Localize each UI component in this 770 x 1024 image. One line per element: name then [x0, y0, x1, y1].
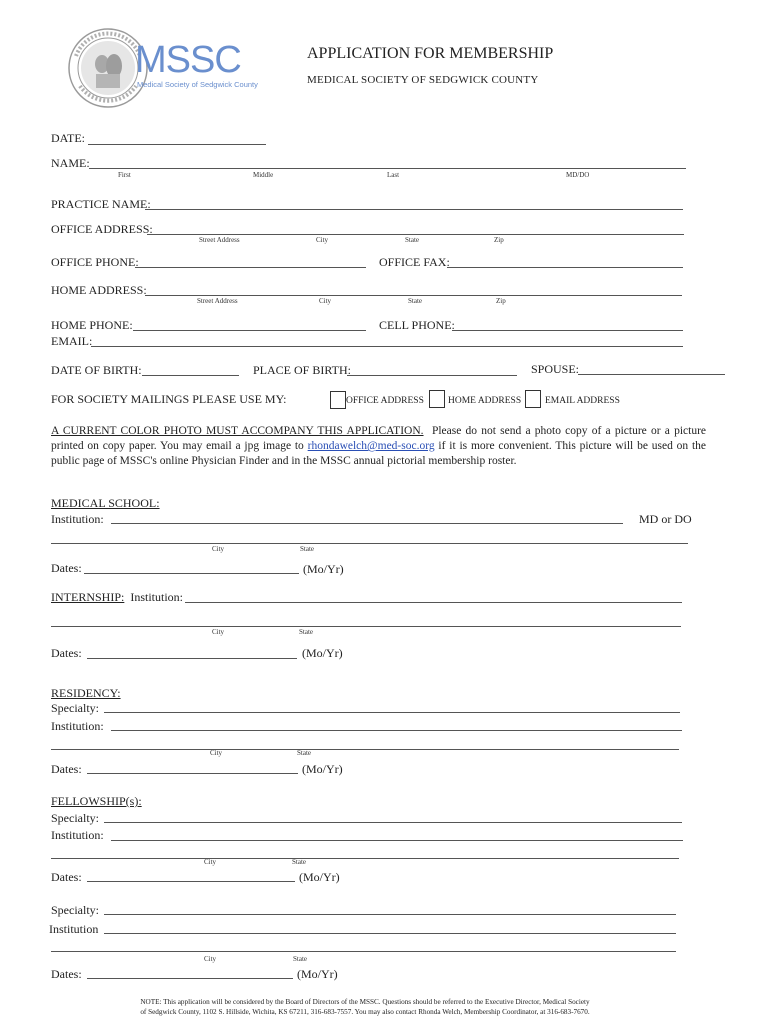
logo-tagline: Medical Society of Sedgwick County [137, 80, 258, 89]
home-zip-caption: Zip [496, 297, 506, 305]
place-of-birth-label: PLACE OF BIRTH: [253, 363, 351, 377]
office-address-option-label: OFFICE ADDRESS [346, 396, 424, 406]
intern-mo-yr-label: (Mo/Yr) [302, 646, 343, 660]
page-title: APPLICATION FOR MEMBERSHIP [307, 45, 554, 62]
home-address-label: HOME ADDRESS: [51, 283, 147, 297]
med-mo-yr-label: (Mo/Yr) [303, 562, 344, 576]
medical-school-heading: MEDICAL SCHOOL: [51, 496, 160, 510]
office-address-label: OFFICE ADDRESS: [51, 222, 153, 236]
mailings-label: FOR SOCIETY MAILINGS PLEASE USE MY: [51, 392, 287, 406]
name-mddo-caption: MD/DO [566, 171, 590, 179]
fellowships-heading: FELLOWSHIP(s): [51, 794, 142, 808]
res-mo-yr-label: (Mo/Yr) [302, 762, 343, 776]
office-address-field[interactable] [147, 234, 684, 235]
fel2-mo-yr-label: (Mo/Yr) [297, 967, 338, 981]
res-dates-field[interactable] [87, 773, 298, 774]
dob-label: DATE OF BIRTH: [51, 363, 142, 377]
intern-city-caption: City [212, 628, 225, 636]
date-field[interactable] [88, 144, 266, 145]
name-first-caption: First [118, 171, 131, 179]
res-specialty-label: Specialty: [51, 701, 99, 715]
fel1-institution-label: Institution: [51, 828, 104, 842]
intern-dates-field[interactable] [87, 658, 297, 659]
office-fax-label: OFFICE FAX: [379, 255, 450, 269]
home-address-field[interactable] [145, 295, 682, 296]
intern-dates-label: Dates: [51, 646, 82, 660]
home-address-option-label: HOME ADDRESS [448, 396, 522, 406]
res-city-caption: City [210, 749, 223, 757]
office-phone-label: OFFICE PHONE: [51, 255, 139, 269]
fel1-city-state-field[interactable] [51, 858, 679, 859]
intern-state-caption: State [299, 628, 313, 636]
office-zip-caption: Zip [494, 236, 504, 244]
footer-note-line2: of Sedgwick County, 1102 S. Hillside, Wichita, KS 67211, 316-683-7557. You may also contact Rhonda Welch, Membership Coordinator, at 316-683-7670. [140, 1008, 590, 1016]
practice-name-field[interactable] [145, 209, 683, 210]
res-institution-label: Institution: [51, 719, 104, 733]
office-state-caption: State [405, 236, 419, 244]
photo-instructions-text: Please do not send a photo copy of a picture or a picture printed on copy paper. You may email a jpg image to [51, 425, 707, 452]
fel1-dates-label: Dates: [51, 870, 82, 884]
photo-usage-text: if it is more convenient. This picture will be used on the public page of MSSC's online Physician Finder and in the MSSC annual pictorial membership roster. [51, 440, 707, 467]
membership-email-link[interactable]: rhondawelch@med-soc.org [307, 440, 435, 452]
internship-heading: INTERNSHIP: [51, 590, 125, 604]
fel1-specialty-label: Specialty: [51, 811, 99, 825]
res-specialty-field[interactable] [104, 712, 680, 713]
cell-phone-label: CELL PHONE: [379, 318, 455, 332]
page-subtitle: MEDICAL SOCIETY OF SEDGWICK COUNTY [307, 74, 539, 86]
spouse-label: SPOUSE: [531, 362, 580, 376]
med-city-state-field[interactable] [51, 543, 688, 544]
office-fax-field[interactable] [447, 267, 683, 268]
dob-field[interactable] [142, 375, 239, 376]
name-last-caption: Last [387, 171, 400, 179]
med-institution-field[interactable] [111, 523, 623, 524]
res-state-caption: State [297, 749, 311, 757]
fel2-institution-label: Institution [49, 922, 99, 936]
med-dates-field[interactable] [84, 573, 299, 574]
fel2-city-caption: City [204, 955, 217, 963]
med-dates-label: Dates: [51, 561, 82, 575]
home-phone-field[interactable] [133, 330, 366, 331]
cell-phone-field[interactable] [452, 330, 683, 331]
footer-note-line1: NOTE: This application will be considered by the Board of Directors of the MSSC. Questions should be referred to the Executive Director, Medical Society [140, 998, 590, 1006]
email-field[interactable] [91, 346, 683, 347]
fel1-institution-field[interactable] [111, 840, 683, 841]
logo-text: MSSC [135, 39, 241, 81]
intern-institution-field[interactable] [185, 602, 682, 603]
internship-row [51, 590, 183, 604]
fel2-dates-label: Dates: [51, 967, 82, 981]
photo-requirement-paragraph [51, 424, 706, 469]
footer-note [60, 997, 670, 1017]
spouse-field[interactable] [578, 374, 725, 375]
med-institution-label: Institution: [51, 512, 104, 526]
home-state-caption: State [408, 297, 422, 305]
intern-institution-label: Institution: [130, 590, 184, 604]
fel2-specialty-label: Specialty: [51, 903, 99, 917]
md-or-do-label: MD or DO [639, 512, 692, 526]
med-state-caption: State [300, 545, 314, 553]
res-dates-label: Dates: [51, 762, 82, 776]
fel1-state-caption: State [292, 858, 306, 866]
fel1-mo-yr-label: (Mo/Yr) [299, 870, 340, 884]
place-of-birth-field[interactable] [347, 375, 517, 376]
mssc-logo [66, 26, 258, 110]
home-city-caption: City [319, 297, 332, 305]
email-address-option-label: EMAIL ADDRESS [545, 396, 620, 406]
name-field[interactable] [89, 168, 686, 169]
home-street-caption: Street Address [197, 297, 238, 305]
res-city-state-field[interactable] [51, 749, 679, 750]
photo-requirement-heading: A CURRENT COLOR PHOTO MUST ACCOMPANY THIS APPLICATION. [51, 425, 424, 437]
fel1-dates-field[interactable] [87, 881, 295, 882]
fel2-city-state-field[interactable] [51, 951, 676, 952]
office-phone-field[interactable] [135, 267, 366, 268]
home-address-checkbox[interactable] [429, 390, 445, 408]
intern-city-state-field[interactable] [51, 626, 681, 627]
home-phone-label: HOME PHONE: [51, 318, 133, 332]
office-city-caption: City [316, 236, 329, 244]
fel1-specialty-field[interactable] [104, 822, 682, 823]
med-city-caption: City [212, 545, 225, 553]
fel2-state-caption: State [293, 955, 307, 963]
date-label: DATE: [51, 131, 85, 145]
fel2-specialty-field[interactable] [104, 914, 676, 915]
residency-heading: RESIDENCY: [51, 686, 121, 700]
name-middle-caption: Middle [253, 171, 274, 179]
practice-name-label: PRACTICE NAME: [51, 197, 151, 211]
email-label: EMAIL: [51, 334, 93, 348]
office-street-caption: Street Address [199, 236, 240, 244]
fel2-institution-field[interactable] [104, 933, 676, 934]
email-address-checkbox[interactable] [525, 390, 541, 408]
office-address-checkbox[interactable] [330, 391, 346, 409]
fel1-city-caption: City [204, 858, 217, 866]
fel2-dates-field[interactable] [87, 978, 293, 979]
name-label: NAME: [51, 156, 90, 170]
res-institution-field[interactable] [111, 730, 682, 731]
